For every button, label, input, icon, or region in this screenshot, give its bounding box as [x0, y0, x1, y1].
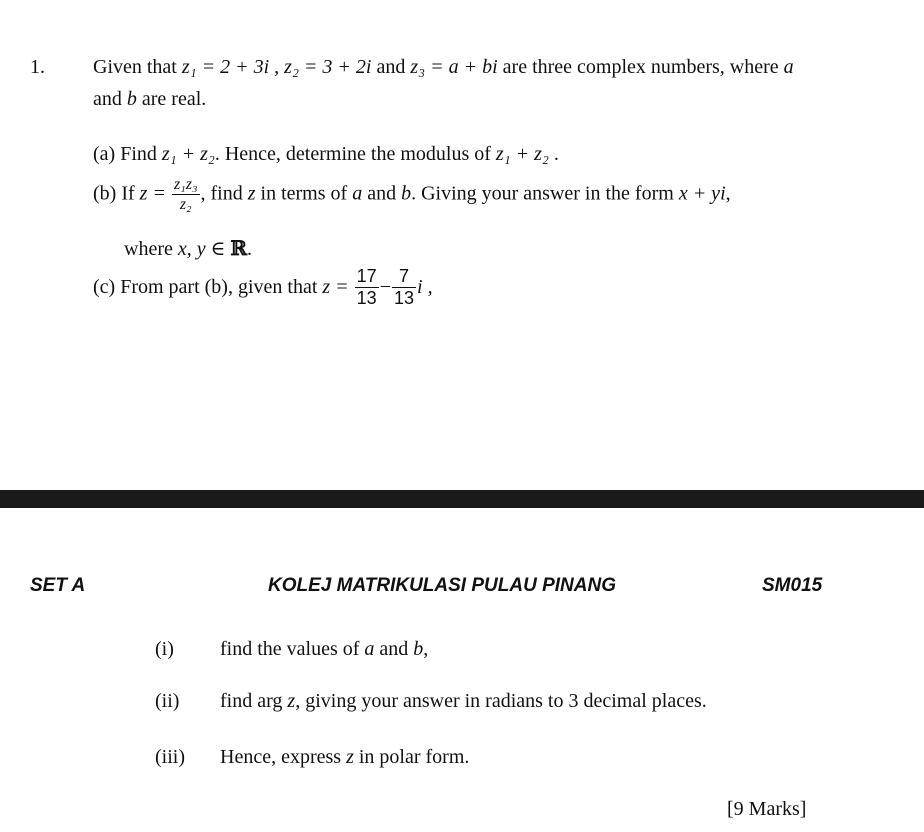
fraction-numerator: z₁z₃ [173, 176, 198, 193]
part-a-label: (a) [93, 143, 116, 165]
z2-definition: z₂ = 3 + 2i [284, 56, 372, 78]
sub-item-i-label: (i) [155, 638, 174, 660]
part-b-end: . [247, 238, 253, 260]
part-c-fraction-1 [355, 267, 379, 309]
fraction-2-denominator: 13 [393, 287, 415, 308]
part-a-end: . [553, 143, 559, 165]
sub-item-iii-text2: in polar form. [358, 746, 470, 768]
part-a-text2: . Hence, determine the modulus of [214, 143, 491, 165]
sub-item-ii-label: (ii) [155, 690, 180, 712]
sub-item-ii-text2: , giving your answer in radians to 3 decimal places. [295, 690, 707, 712]
stem-var-b: b [126, 88, 137, 110]
part-b-xy: x, y ∈ [177, 238, 226, 260]
sub-item-i-text: find the values of [220, 638, 360, 660]
part-b-var-a: a [352, 182, 363, 205]
part-b-text3: in terms of [260, 182, 348, 205]
question-stem-line1: Given that z₁ = 2 + 3i , z₂ = 3 + 2i and z₃ = a + bi are three complex numbers, where a [93, 56, 794, 78]
sub-item-i-and: and [379, 638, 409, 660]
sub-item-i [220, 638, 428, 661]
sub-item-iii [220, 746, 469, 769]
part-b-comma: , [725, 182, 731, 205]
part-b-text4: and [367, 182, 397, 205]
stem-and: and [376, 56, 406, 78]
part-b-text2: , find [200, 182, 243, 205]
marks: [9 Marks] [727, 798, 807, 820]
fraction-1-denominator: 13 [356, 287, 377, 308]
z1-definition: z₁ = 2 + 3i [181, 56, 270, 78]
sub-item-iii-label: (iii) [155, 746, 185, 768]
sub-item-i-var-a: a [364, 638, 375, 660]
part-a [93, 143, 559, 166]
part-c [93, 267, 433, 309]
sub-item-i-end: , [423, 638, 429, 660]
part-b-form: x + yi [678, 182, 726, 205]
sub-item-iii-text: Hence, express [220, 746, 342, 768]
part-b-var-b: b [401, 182, 412, 205]
question-number: 1. [30, 56, 45, 78]
part-c-fraction-2 [392, 267, 416, 309]
part-a-expression: z₁ + z₂ [161, 143, 215, 165]
stem-text-post: are three complex numbers, where [502, 56, 779, 78]
header-set: SET A [30, 575, 86, 596]
stem-line2-and: and [93, 88, 122, 110]
part-c-z-eq: z = [322, 275, 349, 298]
page-divider [0, 490, 924, 508]
part-b [93, 176, 731, 214]
reals-symbol: ℝ [230, 236, 248, 260]
part-b-fraction [172, 176, 200, 214]
fraction-2-numerator: 7 [392, 267, 416, 288]
z3-definition: z₃ = a + bi [410, 56, 498, 78]
stem-line2-text: are real. [141, 88, 207, 110]
sub-item-ii [220, 690, 707, 713]
sub-item-ii-text: find arg [220, 690, 283, 712]
part-c-label: (c) [93, 275, 116, 298]
part-b-if: If [121, 182, 135, 205]
part-b-label: (b) [93, 182, 117, 205]
part-c-minus: − [379, 275, 391, 298]
question-stem-line2 [93, 88, 206, 111]
part-b-where: where [124, 238, 173, 260]
header-code: SM015 [762, 575, 823, 596]
stem-text: Given that [93, 56, 182, 78]
part-b-z-eq: z = [139, 182, 166, 205]
part-c-i: i , [417, 275, 433, 298]
fraction-denominator: z₂ [179, 195, 192, 213]
part-b-var-z: z [247, 182, 256, 205]
sub-item-ii-var-z: z [287, 690, 296, 712]
part-a-expression2: z₁ + z₂ [495, 143, 549, 165]
part-b-line2 [124, 236, 252, 261]
header-college: KOLEJ MATRIKULASI PULAU PINANG [268, 575, 616, 596]
part-b-text5: . Giving your answer in the form [411, 182, 674, 205]
sub-item-i-var-b: b [413, 638, 424, 660]
part-c-text: From part (b), given that [120, 275, 318, 298]
stem-var-a: a [783, 56, 794, 78]
sub-item-iii-var-z: z [346, 746, 354, 768]
fraction-1-numerator: 17 [356, 266, 377, 286]
part-a-text: Find [120, 143, 157, 165]
